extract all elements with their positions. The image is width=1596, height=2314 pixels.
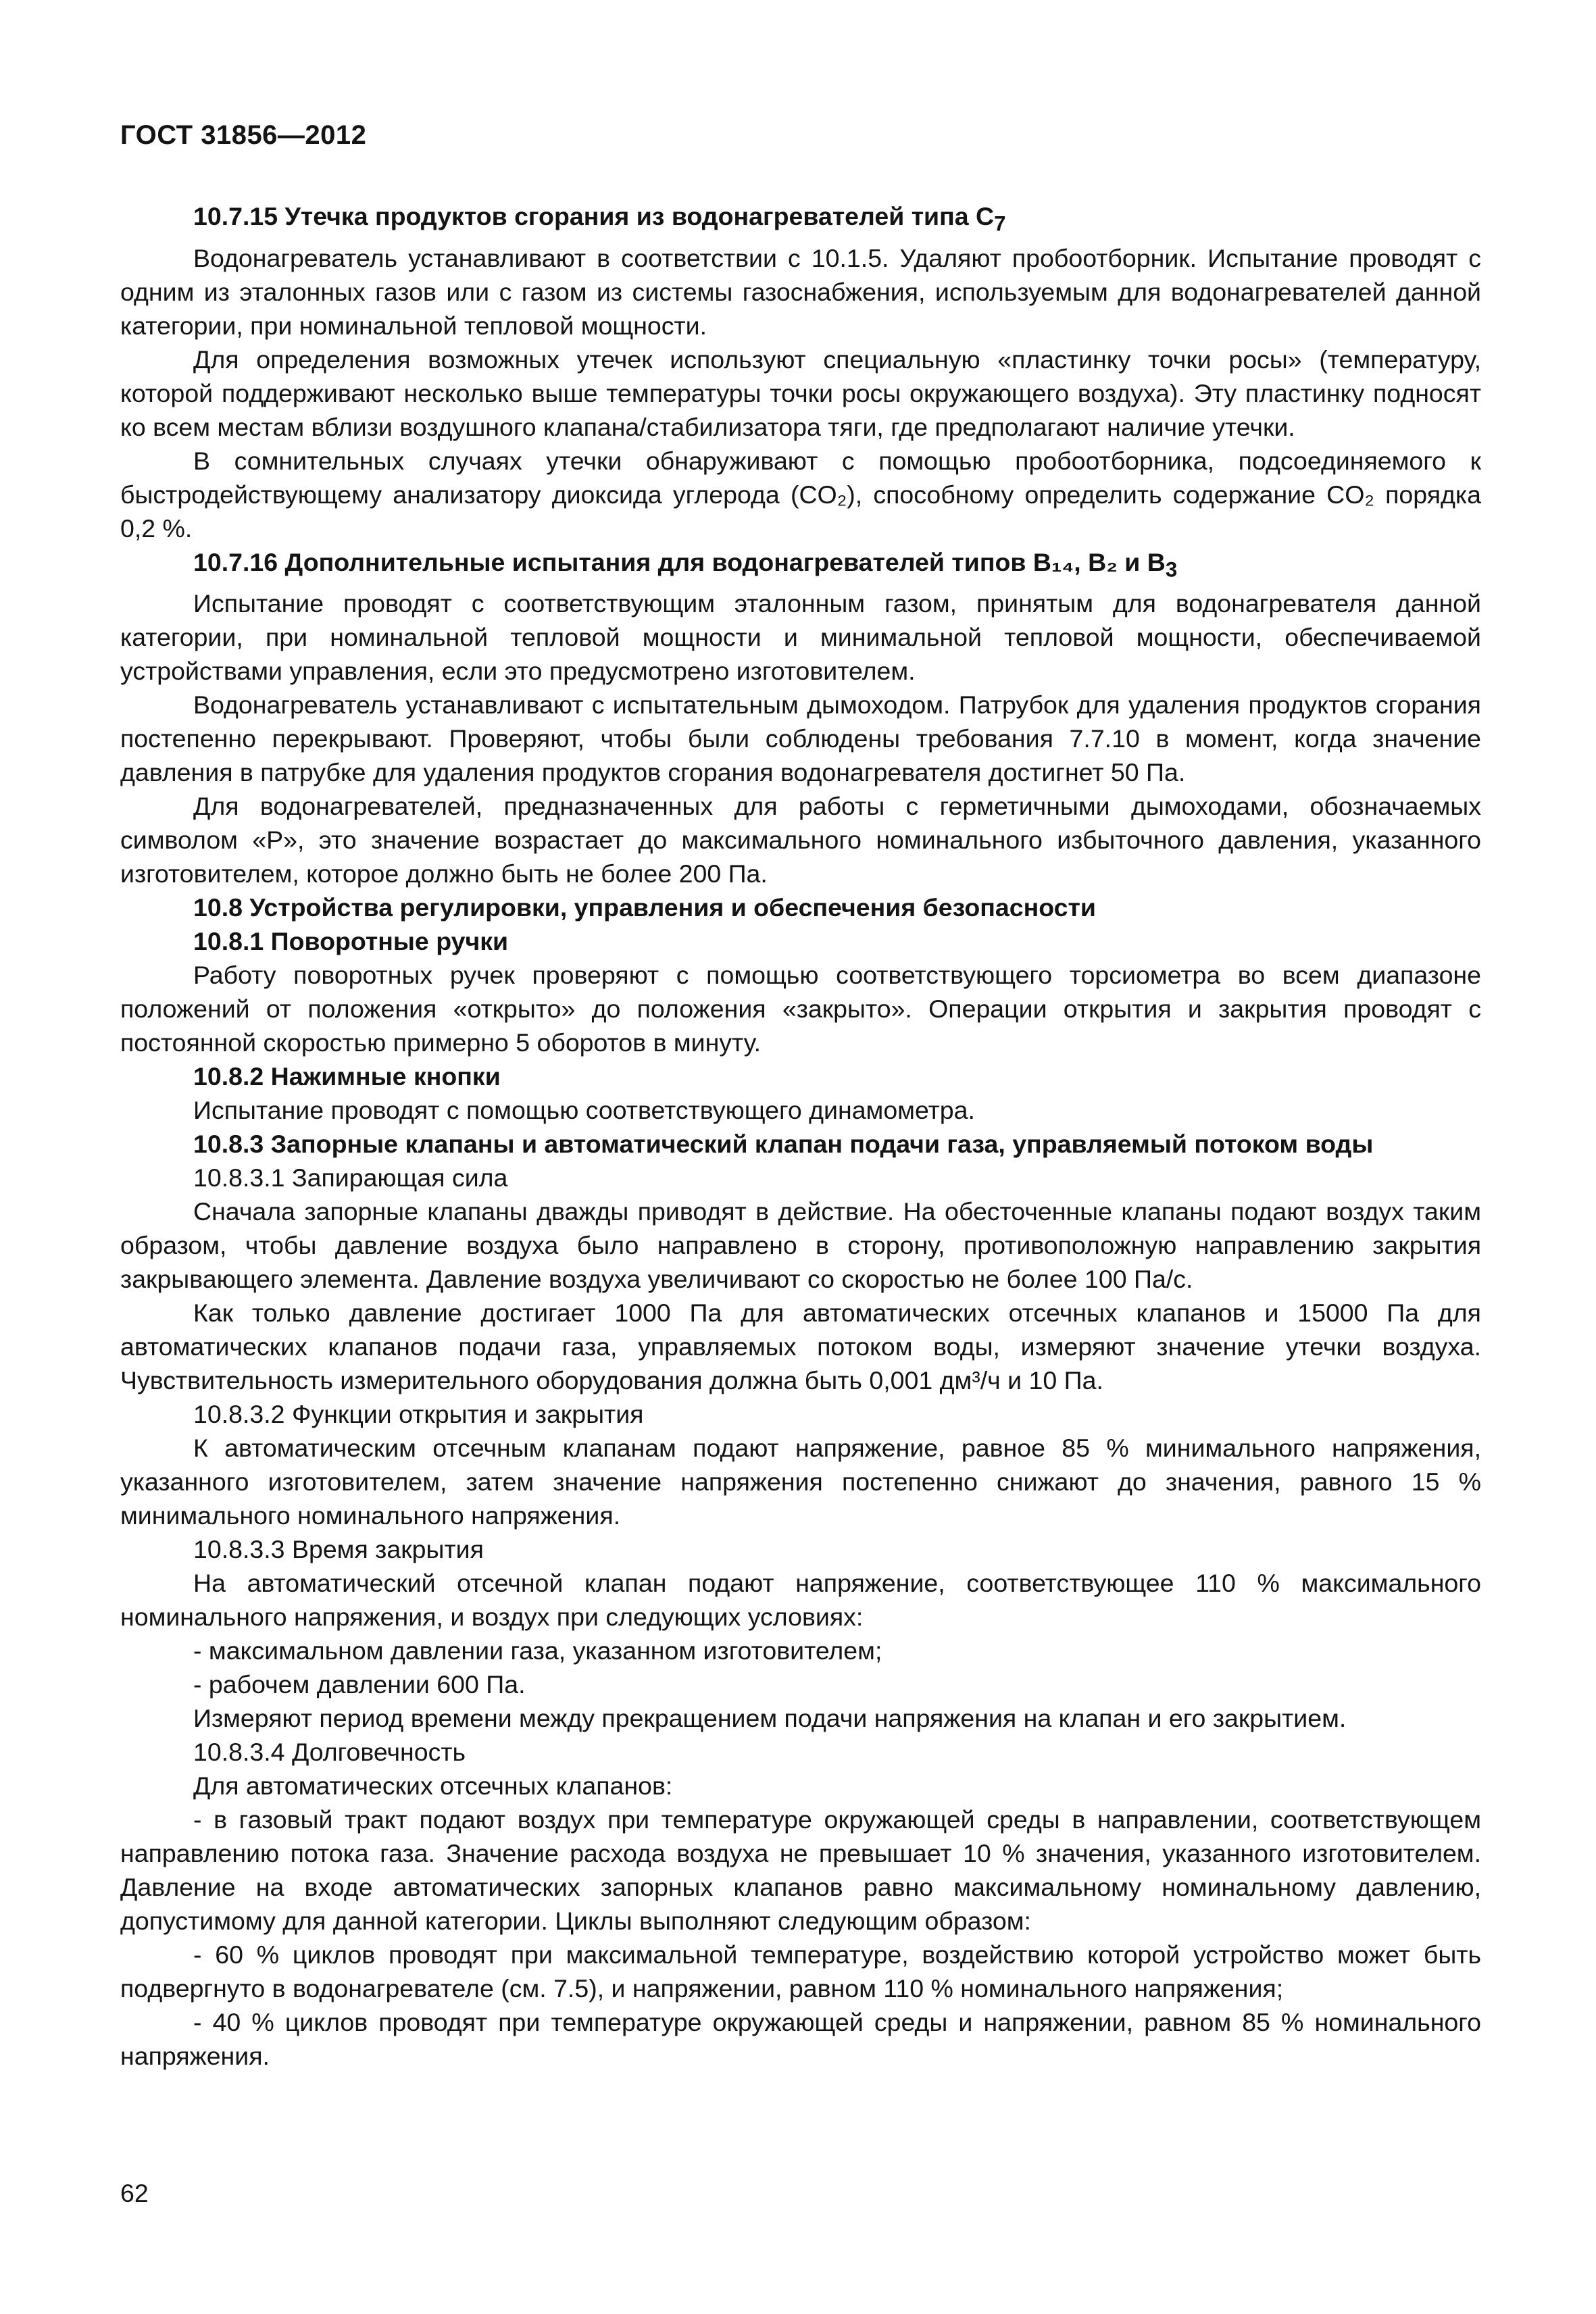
section-heading: 10.8.3 Запорные клапаны и автоматический клапан подачи газа, управляемый потоком воды	[193, 1130, 1374, 1158]
paragraph: Водонагреватель устанавливают с испытательным дымоходом. Патрубок для удаления продуктов сгорания постепенно перекрывают. Проверяют, чтобы были соблюдены требования 7.7.10 в момент, когда значение давления в патрубке для удаления продуктов сгорания водонагревателя достигнет 50 Па.	[120, 690, 1481, 786]
paragraph: Для водонагревателей, предназначенных для работы с герметичными дымоходами, обозначаемых символом «P», это значение возрастает до максимального номинального избыточного давления, указанного изготовителем, которое должно быть не более 200 Па.	[120, 792, 1481, 888]
section-heading: 10.7.16 Дополнительные испытания для водонагревателей типов B₁₄, B₂ и $B_3$	[193, 547, 1178, 581]
document-header: ГОСТ 31856—2012	[120, 120, 367, 150]
section-heading: 10.8 Устройства регулировки, управления и обеспечения безопасности	[193, 893, 1096, 922]
paragraph: 10.8.3.4 Долговечность	[193, 1738, 466, 1766]
paragraph: Для определения возможных утечек используют специальную «пластинку точки росы» (температуру, которой поддерживают несколько выше температуры точки росы окружающего воздуха). Эту пластинку подносят ко всем местам вблизи воздушного клапана/стабилизатора тяги, где предполагают наличие утечки.	[120, 345, 1481, 441]
paragraph: К автоматическим отсечным клапанам подают напряжение, равное 85 % минимального напряжения, указанного изготовителем, затем значение напряжения постепенно снижают до значения, равного 15 % минимального номинального напряжения.	[120, 1434, 1481, 1530]
paragraph: - максимальном давлении газа, указанном изготовителем;	[193, 1636, 882, 1665]
section-heading: 10.8.1 Поворотные ручки	[193, 927, 509, 955]
paragraph: - 60 % циклов проводят при максимальной температуре, воздействию которой устройство может быть подвергнуто в водонагревателе (см. 7.5), и напряжении, равном 110 % номинального напряжения;	[120, 1940, 1481, 2003]
paragraph: 10.8.3.2 Функции открытия и закрытия	[193, 1400, 644, 1428]
section-heading: 10.7.15 Утечка продуктов сгорания из водонагревателей типа $C_7$	[193, 202, 1006, 236]
paragraph: Как только давление достигает 1000 Па для автоматических отсечных клапанов и 15000 Па для автоматических клапанов подачи газа, управляемых потоком воды, измеряют значение утечки воздуха. Чувствительность измерительного оборудования должна быть 0,001 дм³/ч и 10 Па.	[120, 1299, 1481, 1394]
page-number: 62	[120, 2179, 149, 2207]
paragraph: Работу поворотных ручек проверяют с помощью соответствующего торсиометра во всем диапазоне положений от положения «открыто» до положения «закрыто». Операции открытия и закрытия проводят с постоянной скоростью примерно 5 оборотов в минуту.	[120, 961, 1481, 1057]
paragraph: Сначала запорные клапаны дважды приводят в действие. На обесточенные клапаны подают воздух таким образом, чтобы давление воздуха было направлено в сторону, противоположную направлению закрытия закрывающего элемента. Давление воздуха увеличивают со скоростью не более 100 Па/с.	[120, 1197, 1481, 1293]
paragraph: - 40 % циклов проводят при температуре окружающей среды и напряжении, равном 85 % номинального напряжения.	[120, 2008, 1481, 2070]
document-body	[120, 199, 1481, 2073]
paragraph: Испытание проводят с соответствующим эталонным газом, принятым для водонагревателя данной категории, при номинальной тепловой мощности и минимальной тепловой мощности, обеспечиваемой устройствами управления, если это предусмотрено изготовителем.	[120, 589, 1481, 685]
paragraph: Испытание проводят с помощью соответствующего динамометра.	[193, 1096, 975, 1124]
paragraph: Водонагреватель устанавливают в соответствии с 10.1.5. Удаляют пробоотборник. Испытание проводят с одним из эталонных газов или с газом из системы газоснабжения, используемым для водонагревателей данной категории, при номинальной тепловой мощности.	[120, 243, 1481, 340]
paragraph: На автоматический отсечной клапан подают напряжение, соответствующее 110 % максимального номинального напряжения, и воздух при следующих условиях:	[120, 1569, 1481, 1631]
section-heading: 10.8.2 Нажимные кнопки	[193, 1062, 501, 1090]
paragraph: Для автоматических отсечных клапанов:	[193, 1771, 673, 1800]
paragraph: - рабочем давлении 600 Па.	[193, 1670, 526, 1699]
paragraph: В сомнительных случаях утечки обнаруживают с помощью пробоотборника, подсоединяемого к быстродействующему анализатору диоксида углерода (CO₂), способному определить содержание CO₂ порядка 0,2 %.	[120, 446, 1481, 543]
paragraph: - в газовый тракт подают воздух при температуре окружающей среды в направлении, соответствующем направлению потока газа. Значение расхода воздуха не превышает 10 % значения, указанного изготовителем. Давление на входе автоматических запорных клапанов равно максимальному номинальному давлению, допустимому для данной категории. Циклы выполняют следующим образом:	[120, 1805, 1481, 1935]
paragraph: 10.8.3.3 Время закрытия	[193, 1535, 484, 1563]
paragraph: Измеряют период времени между прекращением подачи напряжения на клапан и его закрытием.	[193, 1704, 1347, 1732]
paragraph: 10.8.3.1 Запирающая сила	[193, 1163, 508, 1192]
